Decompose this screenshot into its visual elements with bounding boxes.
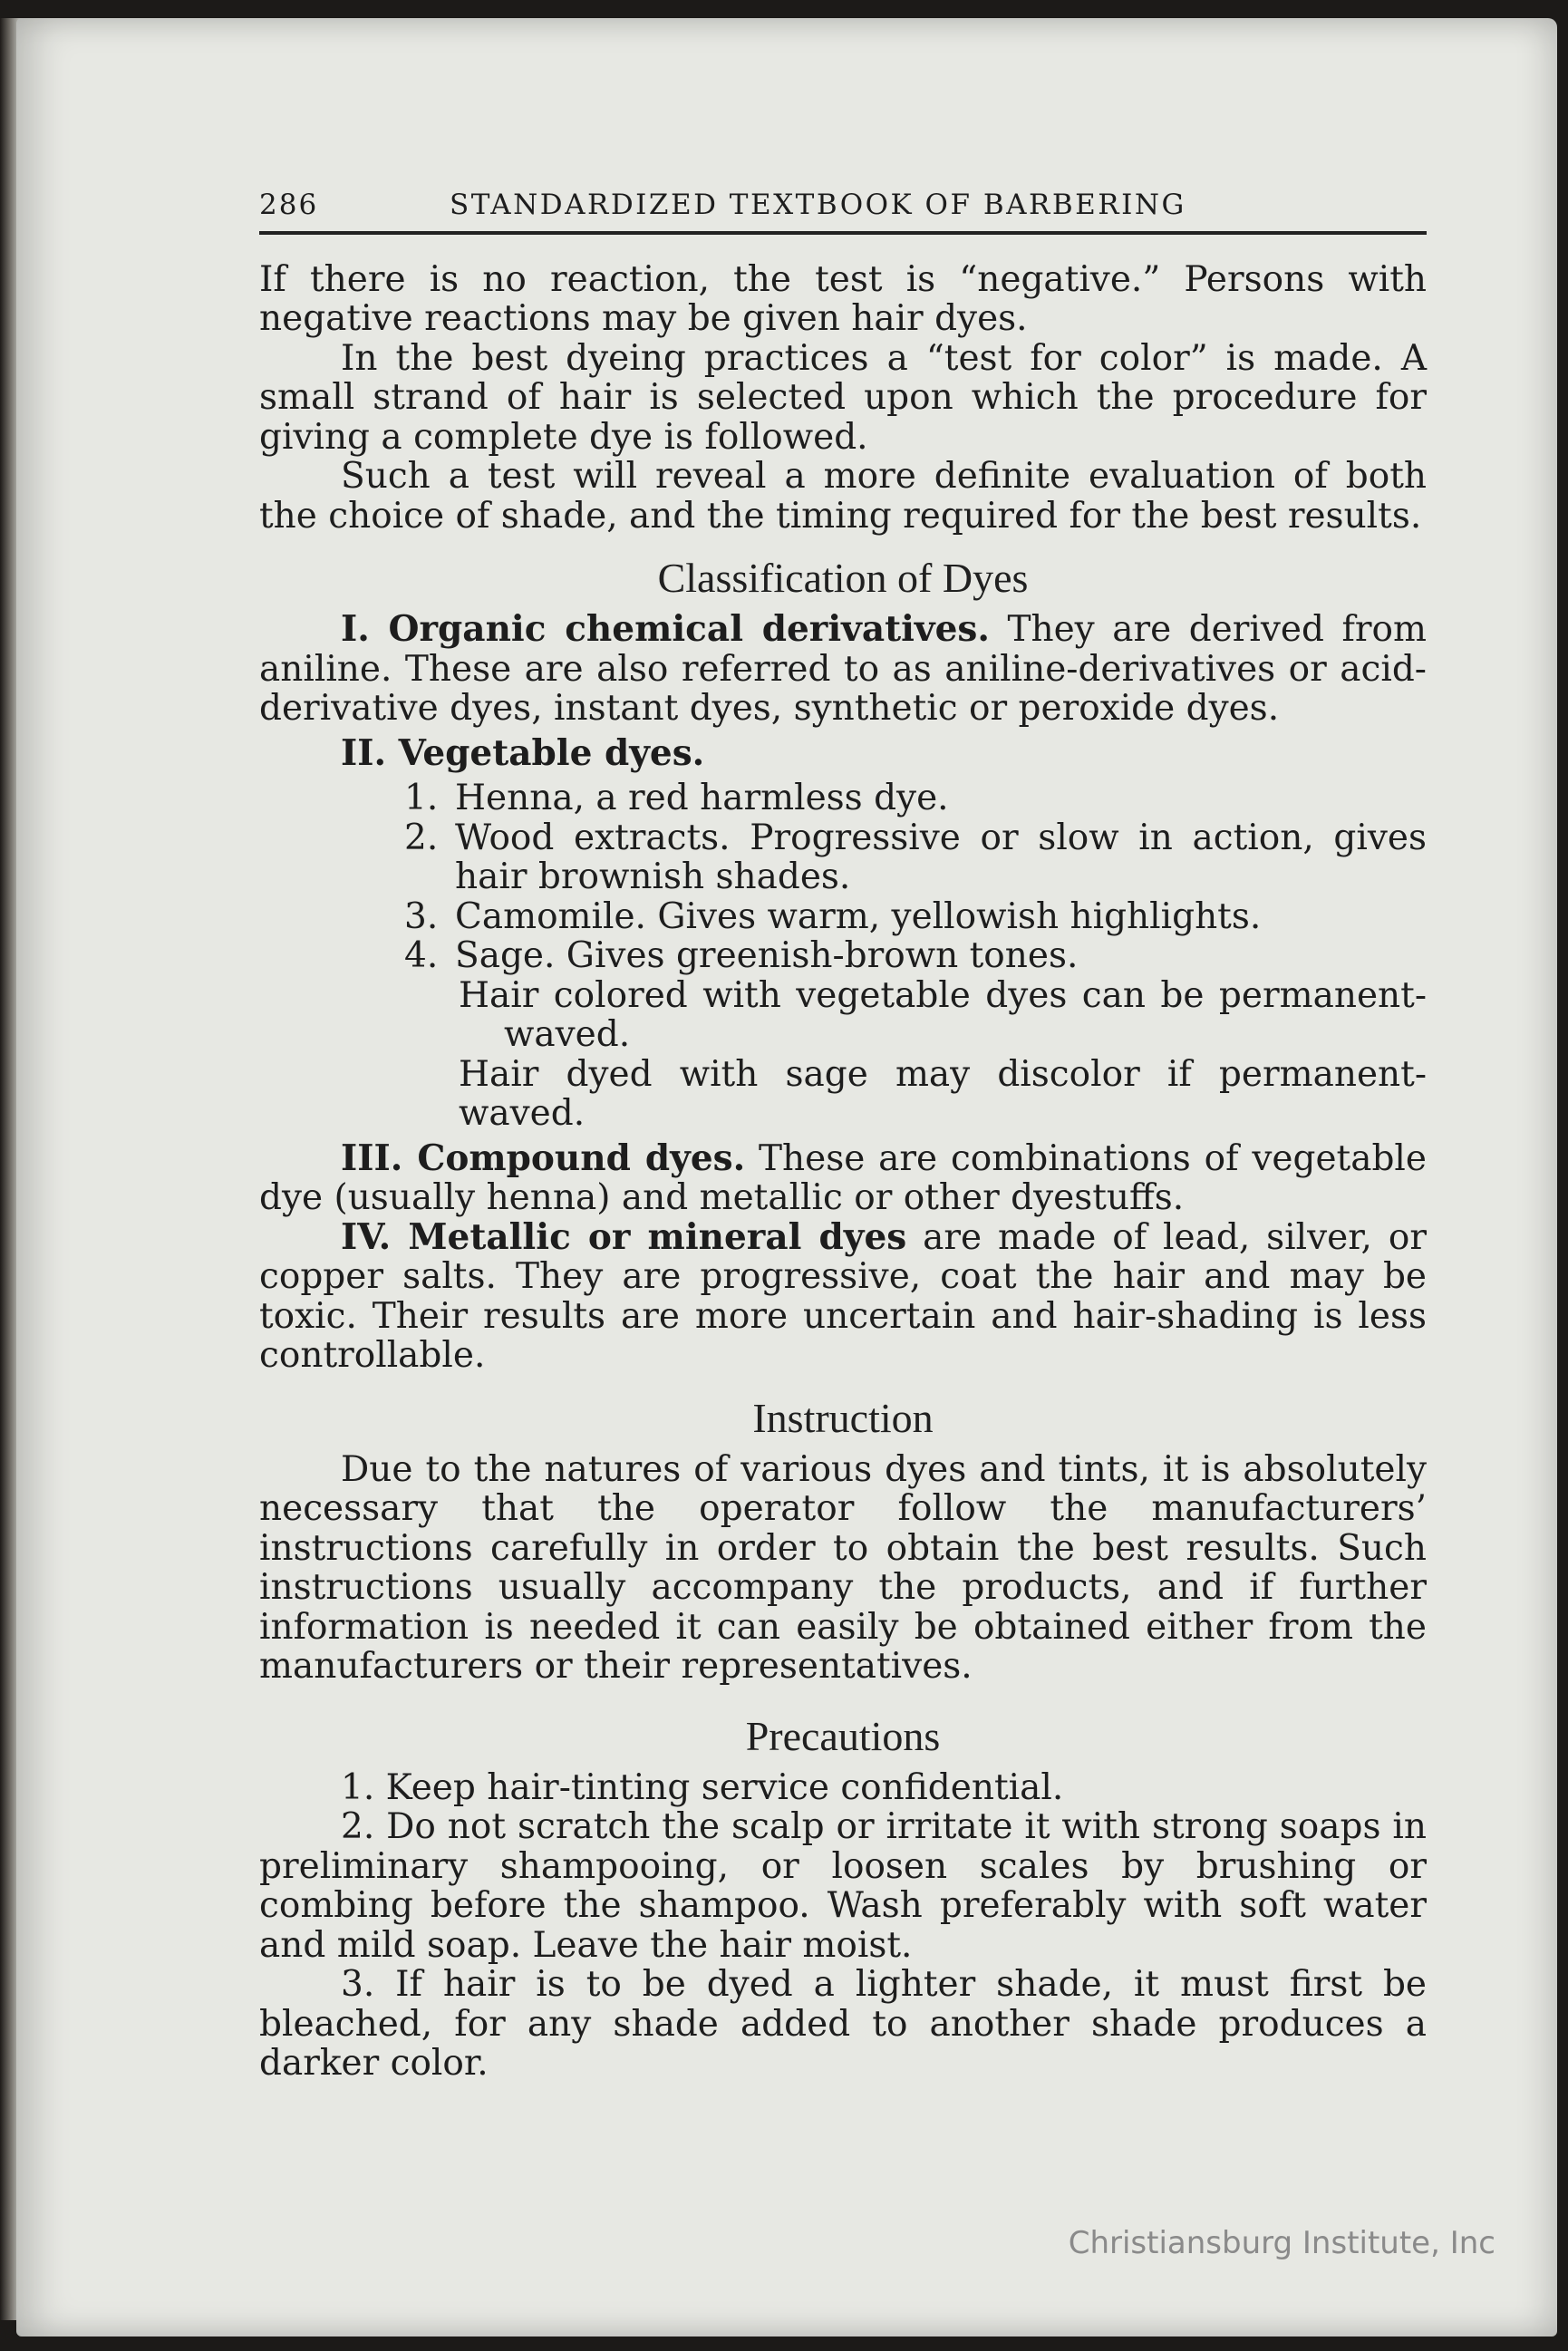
precaution-item-1: 1. Keep hair-tinting service confidential. <box>341 1766 1064 1808</box>
compound-dyes-paragraph <box>259 1139 1427 1218</box>
precaution-item-2: 2. Do not scratch the scalp or irritate it with strong soaps in preliminary shampooing, or loosen scales by brushing or combing before the shampoo. Wash preferably with soft water and mild soap. Leave the hair moist. <box>259 1806 1427 1966</box>
organic-dyes-text: They are derived from aniline. These are also referred to as aniline-derivatives or acid-derivative dyes, instant dyes, synthetic or peroxide dyes. <box>259 609 1427 729</box>
list-item-number: 2. <box>404 817 439 858</box>
metallic-dyes-text: are made of lead, silver, or copper salts. They are progressive, coat the hair and may be toxic. Their results are more uncertain and hair-shading is less controllable. <box>259 1216 1427 1376</box>
metallic-dyes-paragraph <box>259 1215 1427 1376</box>
running-header <box>259 186 1427 235</box>
list-item-number: 1. <box>404 778 439 818</box>
vegetable-dyes-list <box>404 779 1427 976</box>
list-item-text: Henna, a red harmless dye. <box>455 778 949 818</box>
compound-dyes-heading: III. Compound dyes. <box>341 1137 746 1179</box>
list-item-text: Sage. Gives greenish-brown tones. <box>455 935 1079 976</box>
list-item-number: 4. <box>404 935 439 976</box>
metallic-dyes-heading: IV. Metallic or mineral dyes <box>341 1215 907 1258</box>
vegetable-dyes-paragraph <box>259 731 1427 774</box>
list-item-text: Camomile. Gives warm, yellowish highlights. <box>455 895 1262 937</box>
section-title-precautions: Precautions <box>745 1712 941 1759</box>
list-item-number: 3. <box>404 895 439 937</box>
list-item-text: Wood extracts. Progressive or slow in action, gives hair brownish shades. <box>455 817 1427 897</box>
watermark: Christiansburg Institute, Inc <box>1068 2225 1495 2261</box>
instruction-paragraph: Due to the natures of various dyes and tints, it is absolutely necessary that the operator follow the manufacturers’ instructions carefully in order to obtain the best results. Such instructions usually accompany the products, and if further information is needed it can easily be obtained either from the manufacturers or their representatives. <box>259 1448 1427 1687</box>
vegetable-dyes-heading: II. Vegetable dyes. <box>341 731 705 774</box>
page-number: 286 <box>259 189 319 221</box>
organic-dyes-heading: I. Organic chemical derivatives. <box>341 608 990 650</box>
organic-dyes-paragraph <box>259 610 1427 729</box>
vegetable-note-2: Hair dyed with sage may discolor if permanent-waved. <box>459 1053 1427 1134</box>
section-title-classification: Classification of Dyes <box>657 555 1029 601</box>
list-item <box>404 897 1427 937</box>
section-title-instruction: Instruction <box>752 1394 934 1441</box>
intro-paragraph-3: Such a test will reveal a more definite evaluation of both the choice of shade, and the timing required for the best results. <box>259 456 1427 537</box>
list-item <box>404 936 1427 976</box>
list-item <box>404 818 1427 897</box>
page-content <box>259 186 1427 2084</box>
precaution-item-3: 3. If hair is to be dyed a lighter shade, it must first be bleached, for any shade added to another shade produces a darker color. <box>259 1964 1427 2084</box>
vegetable-note-1: Hair colored with vegetable dyes can be permanent-waved. <box>459 974 1427 1055</box>
running-title: STANDARDIZED TEXTBOOK OF BARBERING <box>450 189 1186 221</box>
intro-paragraph-1: If there is no reaction, the test is “negative.” Persons with negative reactions may be given hair dyes. <box>259 258 1427 339</box>
compound-dyes-text: These are combinations of vegetable dye (usually henna) and metallic or other dyestuffs. <box>259 1137 1427 1218</box>
intro-paragraph-2: In the best dyeing practices a “test for color” is made. A small strand of hair is selected upon which the procedure for giving a complete dye is followed. <box>259 337 1427 458</box>
list-item <box>404 779 1427 818</box>
